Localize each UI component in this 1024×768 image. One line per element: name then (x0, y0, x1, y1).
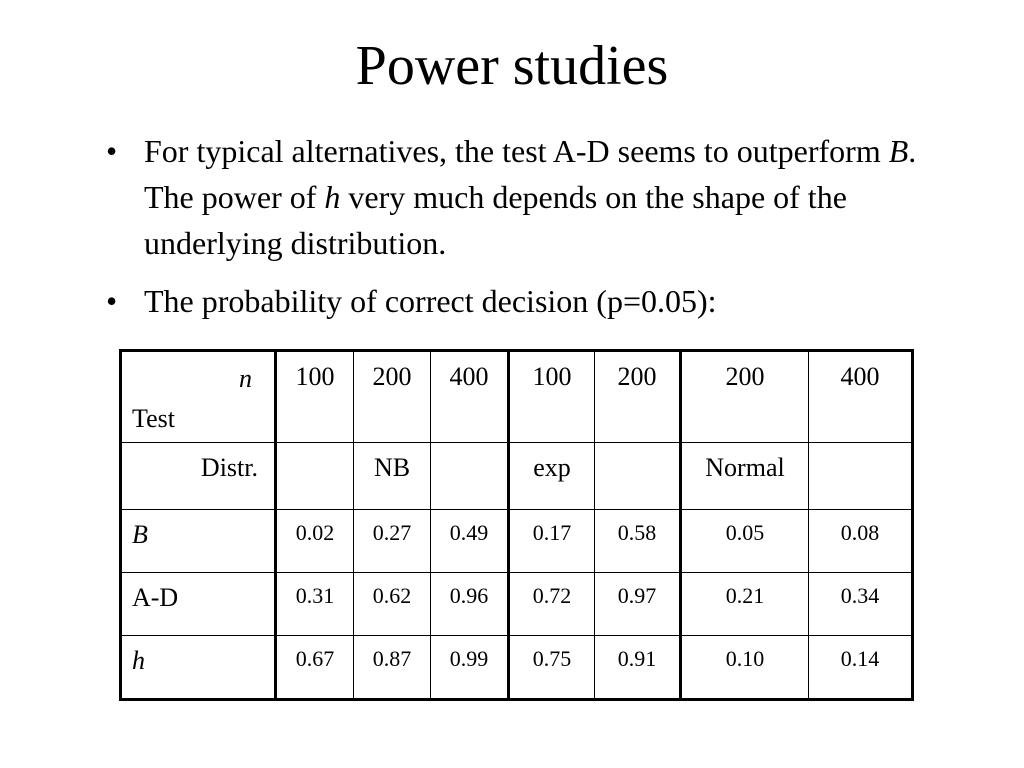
value-cell: 0.27 (354, 510, 431, 573)
value-cell: 0.87 (354, 636, 431, 700)
test-name: B (121, 510, 276, 573)
value-cell: 0.99 (431, 636, 509, 700)
value-cell: 0.96 (431, 573, 509, 636)
distr-cell: NB (354, 443, 431, 510)
value-cell: 0.58 (595, 510, 681, 573)
bullet-text: For typical alternatives, the test A-D seems to outperform B. The power of h very much depends on the shape of the underlying distribution. (144, 133, 917, 261)
value-cell: 0.31 (276, 573, 354, 636)
test-name: A-D (121, 573, 276, 636)
bullet-item (100, 278, 960, 324)
n-header: 200 (681, 351, 809, 443)
n-header: 100 (509, 351, 595, 443)
value-cell: 0.14 (809, 636, 913, 700)
n-header: 400 (431, 351, 509, 443)
distr-label: Distr. (121, 443, 276, 510)
distr-cell: exp (509, 443, 595, 510)
distr-cell (276, 443, 354, 510)
value-cell: 0.75 (509, 636, 595, 700)
bullet-list (100, 128, 960, 336)
value-cell: 0.62 (354, 573, 431, 636)
distr-cell (431, 443, 509, 510)
n-header: 200 (354, 351, 431, 443)
bullet-text: The probability of correct decision (p=0.05): (144, 283, 717, 319)
value-cell: 0.02 (276, 510, 354, 573)
n-header: 100 (276, 351, 354, 443)
bullet-icon: • (106, 133, 118, 169)
corner-cell (121, 351, 276, 443)
value-cell: 0.34 (809, 573, 913, 636)
value-cell: 0.49 (431, 510, 509, 573)
bullet-icon: • (106, 283, 118, 319)
distr-cell: Normal (681, 443, 809, 510)
corner-n-label: n (239, 364, 252, 393)
value-cell: 0.10 (681, 636, 809, 700)
power-table (119, 349, 914, 701)
bullet-item (100, 128, 960, 266)
value-cell: 0.08 (809, 510, 913, 573)
value-cell: 0.72 (509, 573, 595, 636)
slide-title: Power studies (355, 35, 669, 97)
value-cell: 0.21 (681, 573, 809, 636)
value-cell: 0.05 (681, 510, 809, 573)
value-cell: 0.67 (276, 636, 354, 700)
test-name: h (121, 636, 276, 700)
n-header: 200 (595, 351, 681, 443)
value-cell: 0.17 (509, 510, 595, 573)
distr-cell (595, 443, 681, 510)
n-header: 400 (809, 351, 913, 443)
distr-cell (809, 443, 913, 510)
value-cell: 0.91 (595, 636, 681, 700)
corner-test-label: Test (132, 404, 175, 433)
value-cell: 0.97 (595, 573, 681, 636)
